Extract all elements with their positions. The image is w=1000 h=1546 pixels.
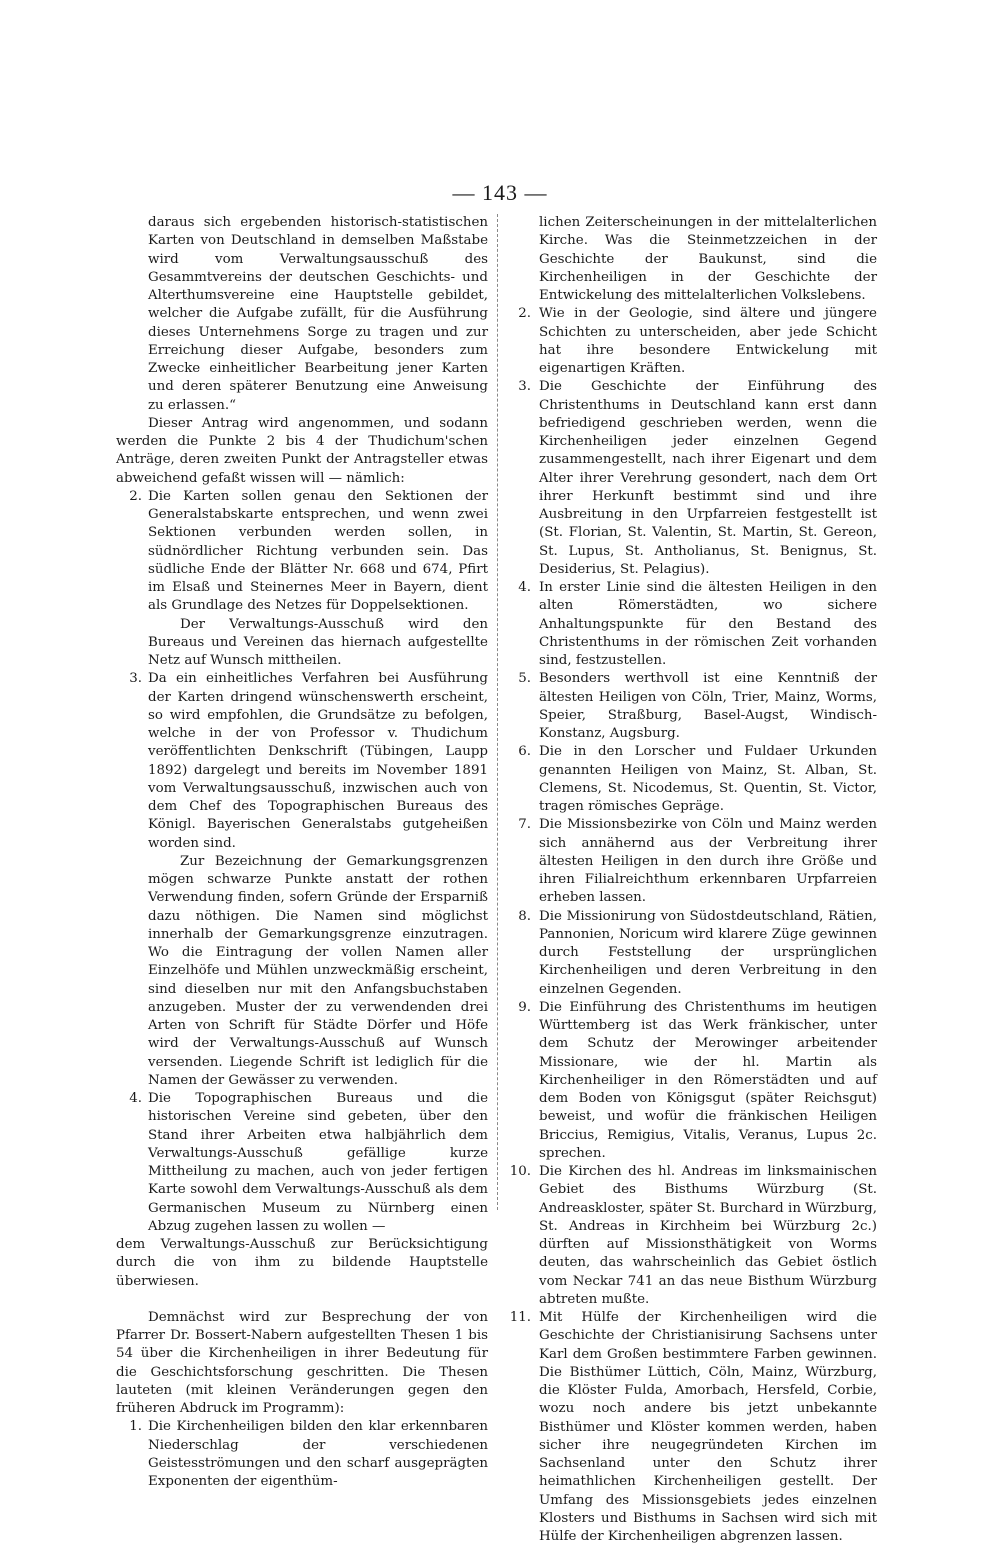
thesis-9	[507, 999, 877, 1163]
thesis-number: 5.	[518, 671, 531, 687]
thesis-7	[507, 816, 877, 907]
thesis-number: 10.	[509, 1164, 531, 1179]
point-3	[116, 670, 488, 1090]
left-column	[116, 214, 488, 1491]
thesis-text: Die Kirchenheiligen bilden den klar erkennbaren Niederschlag der verschiedenen Geistesströmungen und den scharf ausgeprägten Exponenten der eigenthüm-	[148, 1419, 488, 1489]
paragraph-gap	[116, 1291, 488, 1309]
thesis-text: Die in den Lorscher und Fuldaer Urkunden genannten Heiligen von Mainz, St. Alban, St. Clemens, St. Nicodemus, St. Quentin, St. Victor, tragen römisches Gepräge.	[539, 744, 877, 814]
thesis-8	[507, 908, 877, 999]
point-text: Die Karten sollen genau den Sektionen der Generalstabskarte entsprechen, und wenn zwei Sektionen verbunden werden sollen, in südnördlicher Richtung verbunden sein. Das südliche Ende der Blätter Nr. 668 und 674, Pfirt im Elsaß und Steinernes Meer in Bayern, dient als Grundlage des Netzes für Doppelsektionen.	[148, 488, 488, 614]
thesis-number: 7.	[518, 817, 531, 833]
point-number: 3.	[129, 671, 142, 687]
referral-paragraph: dem Verwaltungs-Ausschuß zur Berücksichtigung durch die von ihm zu bildende Hauptstelle überwiesen.	[116, 1237, 488, 1289]
thesis-number: 11.	[509, 1310, 531, 1325]
thesis-text: Die Missionsbezirke von Cöln und Mainz werden sich annähernd aus der Verbreitung ihrer ältesten Heiligen in den durch ihre Größe und ihren Filialreichthum erkennbaren Urpfarreien erheben lassen.	[539, 817, 877, 906]
thesis-10	[507, 1163, 877, 1309]
thesis-number: 6.	[518, 744, 531, 760]
thesis-number: 1.	[129, 1419, 142, 1435]
right-column	[507, 214, 877, 1546]
thesis-text: In erster Linie sind die ältesten Heiligen in den alten Römerstädten, wo sichere Anhaltungspunkte für den Bestand des Christenthums in der römischen Zeit vorhanden sind, festzustellen.	[539, 580, 877, 668]
thesis-number: 8.	[518, 908, 531, 924]
thesis-11	[507, 1309, 877, 1546]
thesis-4	[507, 579, 877, 670]
thesis-text: Die Geschichte der Einführung des Christenthums in Deutschland kann erst dann befriedigend geschrieben werden, wenn die Kirchenheiligen jeder einzelnen Gegend zusammengestellt, nach ihrer Eigenart und dem Alter ihrer Verehrung gesondert, nach dem Ort ihrer Herkunft bestimmt sind und ihre Ausbreitung in den Urpfarreien festgestellt ist (St. Florian, St. Valentin, St. Martin, St. Gereon, St. Lupus, St. Antholianus, St. Benignus, St. Desiderius, St. Pelagius).	[539, 379, 877, 577]
point-2	[116, 488, 488, 671]
thesis-1	[116, 1418, 488, 1491]
thesis-text: Die Missionirung von Südostdeutschland, Rätien, Pannonien, Noricum wird klarere Züge gewinnen durch Feststellung der ursprünglichen Kirchenheiligen und deren Verbreitung in den einzelnen Gegenden.	[539, 908, 877, 997]
point-extra: Der Verwaltungs-Ausschuß wird den Bureaus und Vereinen das hiernach aufgestellte Netz auf Wunsch mittheilen.	[148, 616, 488, 668]
page-number: — 143 —	[452, 180, 548, 205]
thesis-text: Wie in der Geologie, sind ältere und jüngere Schichten zu unterscheiden, aber jede Schicht hat ihre besondere Entwickelung mit eigenartigen Kräften.	[539, 306, 877, 376]
point-text: Die Topographischen Bureaus und die historischen Vereine sind gebeten, über den Stand ihrer Arbeiten etwa halbjährlich dem Verwaltungs-Ausschuß gefällige kurze Mittheilung zu machen, auch von jeder fertigen Karte sowohl dem Verwaltungs-Ausschuß als dem Germanischen Museum zu Nürnberg einen Abzug zugehen lassen zu wollen —	[148, 1091, 488, 1234]
thesis-text: Die Kirchen des hl. Andreas im linksmainischen Gebiet des Bisthums Würzburg (St. Andreaskloster, später St. Burchard in Würzburg, St. Andreas in Kirchheim bei Würzburg 2c.) dürften auf Missionsthätigkeit von Worms deuten, das wahrscheinlich das Gebiet östlich vom Neckar 741 an das neue Bisthum Würzburg abtreten mußte.	[539, 1164, 877, 1307]
thesis-2	[507, 305, 877, 378]
resolution-paragraph: Dieser Antrag wird angenommen, und sodann werden die Punkte 2 bis 4 der Thudichum'schen Anträge, deren zweiten Punkt der Antragsteller etwas abweichend gefaßt wissen will — nämlich:	[116, 415, 488, 486]
thesis-text: Mit Hülfe der Kirchenheiligen wird die Geschichte der Christianisirung Sachsens unter Karl dem Großen bestimmtere Farben gewinnen. Die Bisthümer Lüttich, Cöln, Mainz, Würzburg, die Klöster Fulda, Amorbach, Hersfeld, Corbie, wozu noch andere bis jetzt unbekannte Bisthümer und Klöster kommen werden, haben sicher ihre neugegründeten Kirchen im Sachsenland unter den Schutz ihrer heimathlichen Kirchenheiligen gestellt. Der Umfang des Missionsgebiets jedes einzelnen Klosters und Bisthums in Sachsen wird sich mit Hülfe der Kirchenheiligen abgrenzen lassen.	[539, 1310, 877, 1544]
thesis-number: 2.	[518, 306, 531, 322]
thesis-number: 3.	[518, 379, 531, 395]
point-number: 4.	[129, 1091, 142, 1106]
discussion-paragraph: Demnächst wird zur Besprechung der von Pfarrer Dr. Bossert-Nabern aufgestellten Thesen 1 bis 54 über die Kirchenheiligen in ihrer Bedeutung für die Geschichtsforschung geschritten. Die Thesen lauteten (mit kleinen Veränderungen gegen den früheren Abdruck im Programm):	[116, 1309, 488, 1416]
point-number: 2.	[129, 488, 142, 504]
thesis-text: Die Einführung des Christenthums im heutigen Württemberg ist das Werk fränkischer, unter dem Schutz der Merowinger arbeitender Missionare, wie der hl. Martin als Kirchenheiliger in den Römerstädten und auf dem Boden von Königsgut (später Reichsgut) beweist, und wofür die fränkischen Heiligen Briccius, Remigius, Vitalis, Veranus, Lupus 2c. sprechen.	[539, 999, 877, 1161]
thesis-3	[507, 378, 877, 579]
thesis-1-continuation: lichen Zeiterscheinungen in der mittelalterlichen Kirche. Was die Steinmetzzeichen in der Geschichte der Baukunst, sind die Kirchenheiligen in der Geschichte der Entwickelung des mittelalterlichen Volkslebens.	[539, 215, 877, 303]
point-text: Da ein einheitliches Verfahren bei Ausführung der Karten dringend wünschenswerth erscheint, so wird empfohlen, die Grundsätze zu befolgen, welche in der von Professor v. Thudichum veröffentlichten Denkschrift (Tübingen, Laupp 1892) dargelegt und bereits im November 1891 vom Verwaltungsausschuß, inzwischen auch von dem Chef des Topographischen Bureaus des Königl. Bayerischen Generalstabs gutgeheißen worden sind.	[148, 671, 488, 851]
thesis-text: Besonders werthvoll ist eine Kenntniß der ältesten Heiligen von Cöln, Trier, Mainz, Worms, Speier, Straßburg, Basel-Augst, Windisch-Konstanz, Augsburg.	[539, 671, 877, 741]
thesis-number: 9.	[518, 999, 531, 1015]
point-extra: Zur Bezeichnung der Gemarkungsgrenzen mögen schwarze Punkte anstatt der rothen Verwendung finden, sofern Gründe der Ersparniß dazu nöthigen. Die Namen sind möglichst innerhalb der Gemarkungsgrenze einzutragen. Wo die Eintragung der vollen Namen aller Einzelhöfe und Mühlen unzweckmäßig erscheint, sind dieselben nur mit den Anfangsbuchstaben anzugeben. Muster der zu verwendenden drei Arten von Schrift für Städte Dörfer und Höfe wird der Verwaltungs-Ausschuß auf Wunsch versenden. Liegende Schrift ist lediglich für die Namen der Gewässer zu verwenden.	[148, 853, 488, 1088]
thesis-5	[507, 670, 877, 743]
thesis-6	[507, 743, 877, 816]
thesis-number: 4.	[518, 580, 531, 595]
column-divider	[497, 214, 499, 1210]
point-4	[116, 1090, 488, 1236]
intro-paragraph: daraus sich ergebenden historisch-statistischen Karten von Deutschland in demselben Maßstabe wird vom Verwaltungsausschuß des Gesammtvereins der deutschen Geschichts- und Alterthumsvereine eine Hauptstelle gebildet, welcher die Aufgabe zufällt, für die Ausführung dieses Unternehmens Sorge zu tragen und zur Erreichung dieser Aufgabe, besonders zum Zwecke einheitlicher Bearbeitung jener Karten und deren späterer Benutzung eine Anweisung zu erlassen.“	[148, 215, 488, 413]
